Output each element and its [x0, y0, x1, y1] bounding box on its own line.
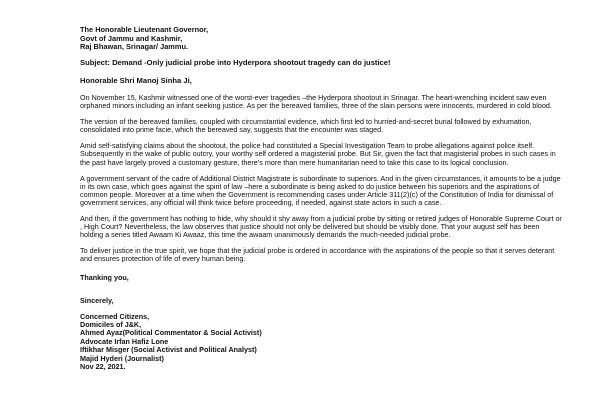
- signatory-line: Iftikhar Misger (Social Activist and Political Analyst): [80, 345, 257, 355]
- letter-subject: Subject: Demand -Only judicial probe into Hyderpora shootout tragedy can do justice!: [80, 57, 391, 67]
- paragraph: On November 15, Kashmir witnessed one of the worst-ever tragedies –the Hyderpora shootout in Srinagar. The heart-wrenching incident saw even orphaned minors including an infant seeking justice. As per the bereaved families, three of the slain persons were innocents, murdered in cold blood.: [80, 92, 552, 111]
- salutation: Honorable Shri Manoj Sinha Ji,: [80, 75, 192, 85]
- signatory-line: Concerned Citizens,: [80, 311, 150, 321]
- thanks-line: Thanking you,: [80, 273, 129, 283]
- signatory-line: Majid Hyderi (Journalist): [80, 353, 164, 363]
- address-line: Govt of Jammu and Kashmir,: [80, 33, 183, 43]
- closing-line: Sincerely,: [80, 295, 114, 305]
- paragraph: The version of the bereaved families, coupled with circumstantial evidence, which first led to hurried-and-secret burial followed by exhumation, consolidated into prime facie, which the bereaved say, suggests that the encounter was staged.: [80, 117, 532, 135]
- signatory-line: Domiciles of J&K,: [80, 320, 142, 330]
- signatory-block: [80, 313, 562, 372]
- signatory-line: Advocate Irfan Hafiz Lone: [80, 336, 169, 346]
- paragraph: A government servant of the cadre of Additional District Magistrate is subordinate to superiors. And in the given circumstances, it amounts to be a judge in its own case, which goes against the spirit of law –here a subordinate is being asked to do justice between his superiors and the aspirations of common people. Moreover at a time when the Government is recommending cases under Article 311(2)(c) of the Constitution of India for dismissal of government services, any official will think twice before proceeding, if needed, against state actors in such a case.: [80, 173, 561, 207]
- recipient-address: [80, 26, 562, 52]
- address-line: Raj Bhawan, Srinagar/ Jammu.: [80, 42, 189, 52]
- letter-body: [80, 26, 562, 372]
- address-line: The Honorable Lieutenant Governor,: [80, 25, 209, 34]
- paragraph: And then, if the government has nothing to hide, why should it shy away from a judicial probe by sitting or retired judges of Honorable Supreme Court or , High Court? Nevertheless, the law observes that justice should not only be delivered but should be visibly done. That your august self has been holding a series titled Awaam Ki Awaaz, this time the awaam unanimously demands the much-needed judicial probe.: [80, 214, 562, 240]
- letter-date: Nov 22, 2021.: [80, 362, 126, 372]
- signatory-line: Ahmed Ayaz(Political Commentator & Social Activist): [80, 328, 262, 338]
- paragraph: Amid self-satisfying claims about the shootout, the police had constituted a Special Investigation Team to probe allegations against police itself. Subsequently in the wake of public outcry, your worthy self ordered a magisterial probe. But Sir, given the fact that magisterial probes in such cases in the past have largely proved a customary gesture, there’s more than mere humanitarian need to take this case to its logical conclusion.: [80, 141, 556, 167]
- paragraph: To deliver justice in the true spirit, we hope that the judicial probe is ordered in accordance with the aspirations of the people so that it serves deterant and ensures protection of life of every human being.: [80, 246, 555, 264]
